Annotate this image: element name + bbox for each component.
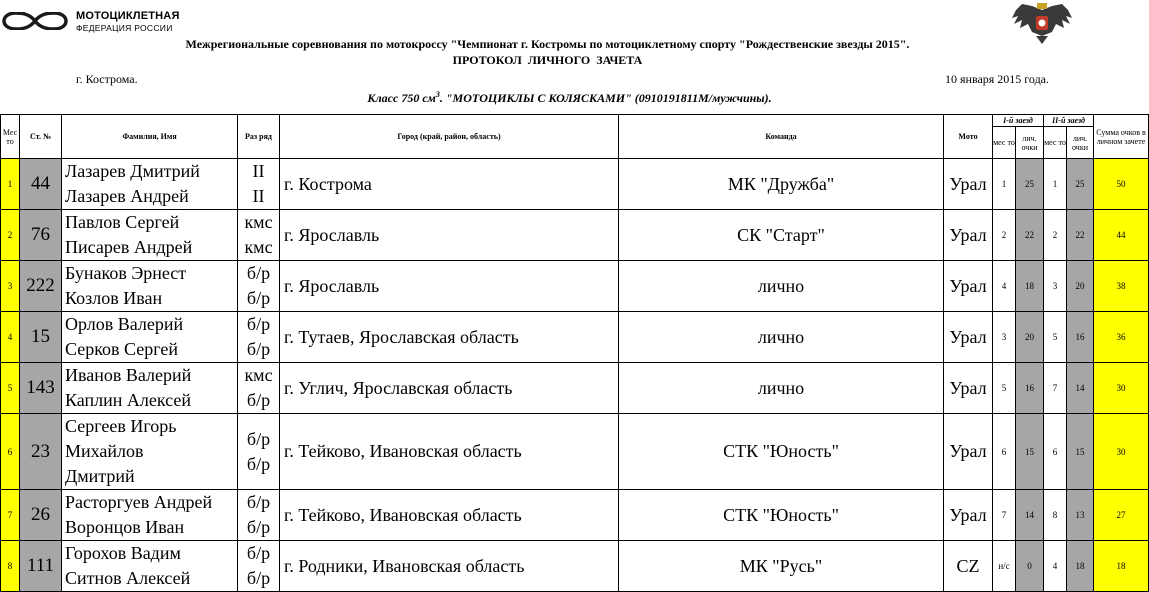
col-place: Мес то (1, 115, 20, 159)
col-city: Город (край, район, область) (280, 115, 619, 159)
rank-1: б/р (246, 543, 271, 563)
class-suffix: . "МОТОЦИКЛЫ С КОЛЯСКАМИ" (0910191811М/мужчины). (439, 91, 772, 105)
table-row (1, 261, 1149, 312)
rank-1: кмс (244, 365, 273, 385)
col-team: Команда (619, 115, 944, 159)
cell-run2-place: 3 (1044, 261, 1067, 312)
cell-rank (238, 363, 280, 414)
cell-run2-points: 18 (1067, 541, 1094, 592)
rank-1: б/р (246, 263, 271, 283)
rank-2: б/р (246, 517, 271, 537)
cell-run1-points: 22 (1016, 210, 1044, 261)
table-row (1, 159, 1149, 210)
cell-place: 5 (1, 363, 20, 414)
cell-rank (238, 490, 280, 541)
cell-place: 1 (1, 159, 20, 210)
cell-names (62, 490, 238, 541)
cell-city: г. Ярославль (280, 210, 619, 261)
rider-2: Лазарев Андрей (65, 186, 189, 206)
rider-2: Воронцов Иван (65, 517, 185, 537)
rider-1: Павлов Сергей (65, 212, 180, 232)
cell-names (62, 363, 238, 414)
table-row (1, 490, 1149, 541)
cell-start-no: 111 (20, 541, 62, 592)
class-title (0, 90, 1139, 106)
rider-1: Иванов Валерий (65, 365, 192, 385)
cell-run2-points: 13 (1067, 490, 1094, 541)
cell-place: 7 (1, 490, 20, 541)
col-run1-place: мес то (993, 127, 1016, 159)
cell-total: 30 (1094, 414, 1149, 490)
rider-2: Ситнов Алексей (65, 568, 191, 588)
cell-run1-points: 16 (1016, 363, 1044, 414)
cell-city: г. Тейково, Ивановская область (280, 490, 619, 541)
cell-place: 2 (1, 210, 20, 261)
logo-subtitle: ФЕДЕРАЦИЯ РОССИИ (76, 23, 173, 33)
cell-run2-points: 14 (1067, 363, 1094, 414)
cell-names (62, 159, 238, 210)
table-row (1, 210, 1149, 261)
col-run1-points: лич. очки (1016, 127, 1044, 159)
col-run2-points: лич. очки (1067, 127, 1094, 159)
cell-place: 8 (1, 541, 20, 592)
cell-run2-place: 5 (1044, 312, 1067, 363)
cell-city: г. Тутаев, Ярославская область (280, 312, 619, 363)
cell-team: лично (619, 363, 944, 414)
rider-1: Горохов Вадим (65, 543, 181, 563)
cell-names (62, 261, 238, 312)
event-date: 10 января 2015 года. (945, 72, 1050, 86)
rider-2-cont: Дмитрий (65, 466, 135, 486)
federation-logo (0, 8, 200, 34)
cell-run2-points: 16 (1067, 312, 1094, 363)
cell-total: 18 (1094, 541, 1149, 592)
cell-run2-points: 22 (1067, 210, 1094, 261)
cell-run1-points: 25 (1016, 159, 1044, 210)
cell-total: 36 (1094, 312, 1149, 363)
event-city: г. Кострома. (76, 72, 138, 86)
rank-1: кмс (244, 212, 273, 232)
cell-place: 4 (1, 312, 20, 363)
protocol-title: ПРОТОКОЛ ЛИЧНОГО ЗАЧЕТА (452, 53, 643, 67)
cell-run1-points: 0 (1016, 541, 1044, 592)
cell-run1-points: 14 (1016, 490, 1044, 541)
cell-names (62, 541, 238, 592)
col-name: Фамилия, Имя (62, 115, 238, 159)
cell-total: 30 (1094, 363, 1149, 414)
cell-start-no: 15 (20, 312, 62, 363)
cell-run1-points: 15 (1016, 414, 1044, 490)
cell-rank (238, 312, 280, 363)
rank-1: II (252, 161, 265, 181)
cell-run2-place: 4 (1044, 541, 1067, 592)
rank-2: II (252, 186, 265, 206)
rank-2: б/р (246, 390, 271, 410)
rank-1: б/р (246, 492, 271, 512)
rider-2: Серков Сергей (65, 339, 179, 359)
cell-team: СТК "Юность" (619, 414, 944, 490)
col-rank: Раз ряд (238, 115, 280, 159)
cell-run2-points: 15 (1067, 414, 1094, 490)
cell-total: 50 (1094, 159, 1149, 210)
cell-start-no: 76 (20, 210, 62, 261)
rider-1: Орлов Валерий (65, 314, 184, 334)
col-total: Сумма очков в личном зачете (1094, 115, 1149, 159)
cell-run2-place: 6 (1044, 414, 1067, 490)
col-run2: II-й заезд (1044, 115, 1094, 127)
cell-run1-place: 3 (993, 312, 1016, 363)
cell-names (62, 210, 238, 261)
cell-city: г. Родники, Ивановская область (280, 541, 619, 592)
cell-city: г. Кострома (280, 159, 619, 210)
cell-city: г. Ярославль (280, 261, 619, 312)
rider-1: Лазарев Дмитрий (65, 161, 200, 181)
rider-2: Михайлов (65, 441, 144, 461)
cell-team: лично (619, 312, 944, 363)
cell-run2-place: 8 (1044, 490, 1067, 541)
cell-rank (238, 261, 280, 312)
competition-title: Межрегиональные соревнования по мотокроссу "Чемпионат г. Костромы по мотоциклетному спорту "Рождественские звезды 2015". (185, 37, 910, 51)
cell-run1-place: 6 (993, 414, 1016, 490)
cell-moto: Урал (944, 159, 993, 210)
cell-start-no: 222 (20, 261, 62, 312)
cell-total: 38 (1094, 261, 1149, 312)
cell-run1-place: н/с (993, 541, 1016, 592)
rank-2: б/р (246, 288, 271, 308)
table-row (1, 541, 1149, 592)
cell-run2-points: 20 (1067, 261, 1094, 312)
cell-place: 3 (1, 261, 20, 312)
cell-team: СК "Старт" (619, 210, 944, 261)
cell-start-no: 23 (20, 414, 62, 490)
cell-moto: Урал (944, 490, 993, 541)
cell-run1-points: 20 (1016, 312, 1044, 363)
cell-run1-place: 2 (993, 210, 1016, 261)
rider-1: Расторгуев Андрей (65, 492, 213, 512)
rider-2: Писарев Андрей (65, 237, 193, 257)
cell-moto: CZ (944, 541, 993, 592)
cell-run2-points: 25 (1067, 159, 1094, 210)
cell-rank (238, 210, 280, 261)
cell-team: МК "Дружба" (619, 159, 944, 210)
cell-names (62, 312, 238, 363)
cell-rank (238, 541, 280, 592)
infinity-logo-icon (2, 12, 68, 30)
cell-team: МК "Русь" (619, 541, 944, 592)
cell-city: г. Углич, Ярославская область (280, 363, 619, 414)
table-row (1, 363, 1149, 414)
cell-rank (238, 414, 280, 490)
rank-1: б/р (246, 428, 271, 449)
cell-run1-place: 5 (993, 363, 1016, 414)
rank-2: б/р (246, 339, 271, 359)
rank-2: б/р (246, 453, 271, 474)
cell-run2-place: 1 (1044, 159, 1067, 210)
cell-total: 44 (1094, 210, 1149, 261)
cell-place: 6 (1, 414, 20, 490)
cell-moto: Урал (944, 261, 993, 312)
class-prefix: Класс 750 см (367, 91, 436, 105)
rank-2: б/р (246, 568, 271, 588)
class-superscript: 3 (435, 90, 440, 99)
col-moto: Мото (944, 115, 993, 159)
rider-2: Каплин Алексей (65, 390, 191, 410)
table-row (1, 414, 1149, 490)
cell-start-no: 143 (20, 363, 62, 414)
cell-run2-place: 7 (1044, 363, 1067, 414)
cell-run1-points: 18 (1016, 261, 1044, 312)
col-run1: I-й заезд (993, 115, 1044, 127)
col-run2-place: мес то (1044, 127, 1067, 159)
cell-run1-place: 7 (993, 490, 1016, 541)
cell-start-no: 26 (20, 490, 62, 541)
logo-title: МОТОЦИКЛЕТНАЯ (76, 10, 180, 22)
cell-city: г. Тейково, Ивановская область (280, 414, 619, 490)
rider-2: Козлов Иван (65, 288, 163, 308)
cell-team: лично (619, 261, 944, 312)
table-row (1, 312, 1149, 363)
cell-run1-place: 4 (993, 261, 1016, 312)
cell-names (62, 414, 238, 490)
cell-start-no: 44 (20, 159, 62, 210)
cell-team: СТК "Юность" (619, 490, 944, 541)
cell-moto: Урал (944, 363, 993, 414)
col-start-no: Ст. № (20, 115, 62, 159)
rank-2: кмс (244, 237, 273, 257)
cell-total: 27 (1094, 490, 1149, 541)
cell-run2-place: 2 (1044, 210, 1067, 261)
cell-moto: Урал (944, 210, 993, 261)
cell-rank (238, 159, 280, 210)
rank-1: б/р (246, 314, 271, 334)
cell-run1-place: 1 (993, 159, 1016, 210)
rider-1: Сергеев Игорь (65, 416, 177, 436)
cell-moto: Урал (944, 414, 993, 490)
results-table (0, 114, 1149, 592)
rider-1: Бунаков Эрнест (65, 263, 187, 283)
cell-moto: Урал (944, 312, 993, 363)
